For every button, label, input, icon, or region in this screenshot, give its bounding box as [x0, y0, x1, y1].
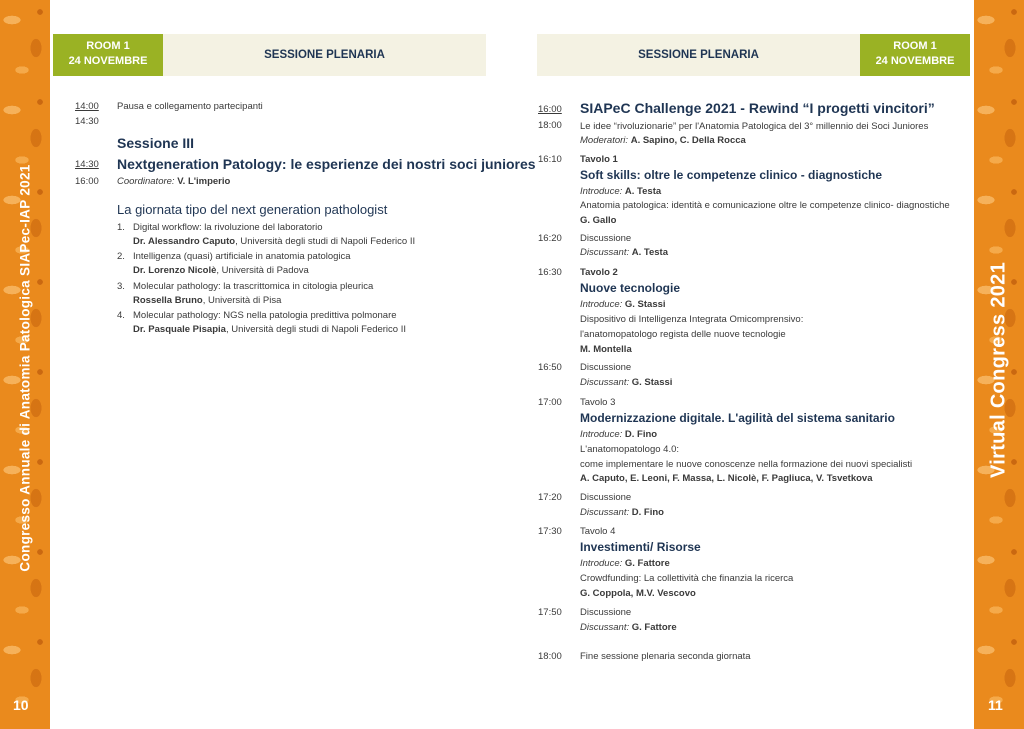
tavolo-title: Investimenti/ Risorse	[580, 540, 701, 554]
left-room-badge	[53, 34, 163, 76]
discussione-label: Discussione	[580, 607, 632, 618]
tavolo-label: Tavolo 3	[580, 397, 616, 408]
talk-speaker: Rossella Bruno, Università di Pisa	[133, 295, 282, 306]
tavolo-description: come implementare le nuove conoscenze nella formazione dei nuovi specialisti	[580, 459, 913, 470]
talk-speaker: Dr. Lorenzo Nicolè, Università di Padova	[133, 265, 309, 276]
time-label: 17:30	[538, 526, 562, 537]
time-start: 16:00	[538, 104, 562, 115]
giornata-subtitle: La giornata tipo del next generation pathologist	[117, 202, 388, 217]
session-title: Sessione III	[117, 135, 195, 151]
tavolo-label: Tavolo 4	[580, 526, 616, 537]
coordinator-name: V. L'imperio	[177, 176, 231, 187]
tavolo-label: Tavolo 2	[580, 267, 618, 278]
time-label: 16:50	[538, 362, 562, 373]
talk-item: 3. Molecular pathology: la trascrittomica in citologia pleurica	[117, 281, 374, 292]
time-label: 18:00	[538, 651, 562, 662]
right-congress-title: Virtual Congress 2021	[987, 261, 1010, 479]
time-label: 17:20	[538, 492, 562, 503]
challenge-title: SIAPeC Challenge 2021 - Rewind “I progetti vincitori”	[580, 100, 935, 116]
talk-speaker: Dr. Alessandro Caputo, Università degli studi di Napoli Federico II	[133, 236, 416, 247]
tavolo-description: Crowdfunding: La collettività che finanzia la ricerca	[580, 573, 794, 584]
time-label: 16:30	[538, 267, 562, 278]
challenge-description: Le idee “rivoluzionarie” per l'Anatomia Patologica del 3° millennio dei Soci Juniores	[580, 121, 929, 132]
discussant-line: Discussant: A. Testa	[580, 247, 669, 258]
coordinator-line	[117, 175, 230, 188]
right-room-badge	[860, 34, 970, 76]
talk-item: 2. Intelligenza (quasi) artificiale in anatomia patologica	[117, 251, 351, 262]
talk-speaker: Dr. Pasquale Pisapia, Università degli studi di Napoli Federico II	[133, 324, 406, 335]
fine-sessione-text: Fine sessione plenaria seconda giornata	[580, 651, 751, 662]
tavolo-label: Tavolo 1	[580, 154, 618, 165]
nextgen-title: Nextgeneration Patology: le esperienze dei nostri soci juniores	[117, 156, 536, 172]
room-label: ROOM 1	[893, 40, 937, 52]
tavolo-description: L'anatomopatologo 4.0:	[580, 444, 680, 455]
introduce-line: Introduce: G. Fattore	[580, 558, 670, 569]
tavolo-title: Modernizzazione digitale. L'agilità del sistema sanitario	[580, 411, 895, 425]
discussione-label: Discussione	[580, 233, 632, 244]
time-start: 14:00	[75, 101, 99, 112]
tavolo-description: Dispositivo di Intelligenza Integrata Omicomprensivo:	[580, 314, 804, 325]
tavolo-names: G. Gallo	[580, 215, 617, 226]
discussione-label: Discussione	[580, 492, 632, 503]
time-end: 16:00	[75, 176, 99, 187]
discussant-line: Discussant: D. Fino	[580, 507, 664, 518]
discussione-label: Discussione	[580, 362, 632, 373]
time-label: 17:50	[538, 607, 562, 618]
time-label: 16:20	[538, 233, 562, 244]
room-date: 24 NOVEMBRE	[68, 55, 148, 67]
coordinator-label: Coordinatore:	[117, 176, 175, 187]
left-congress-title: Congresso Annuale di Anatomia Patologica SIAPec-IAP 2021	[17, 164, 33, 572]
introduce-line: Introduce: G. Stassi	[580, 299, 666, 310]
talk-item: 4. Molecular pathology: NGS nella patologia predittiva polmonare	[117, 310, 397, 321]
tavolo-description: l'anatomopatologo regista delle nuove tecnologie	[580, 329, 786, 340]
discussant-line: Discussant: G. Fattore	[580, 622, 677, 633]
pausa-text: Pausa e collegamento partecipanti	[117, 101, 263, 112]
time-end: 14:30	[75, 116, 99, 127]
time-label: 16:10	[538, 154, 562, 165]
time-label: 17:00	[538, 397, 562, 408]
introduce-line: Introduce: D. Fino	[580, 429, 658, 440]
tavolo-title: Soft skills: oltre le competenze clinico - diagnostiche	[580, 168, 883, 182]
talk-item: 1. Digital workflow: la rivoluzione del laboratorio	[117, 222, 323, 233]
room-label: ROOM 1	[86, 40, 130, 52]
time-end: 18:00	[538, 120, 562, 131]
tavolo-names: G. Coppola, M.V. Vescovo	[580, 588, 696, 599]
tavolo-description: Anatomia patologica: identità e comunicazione oltre le competenze clinico- diagnostiche	[580, 200, 950, 211]
tavolo-title: Nuove tecnologie	[580, 281, 681, 295]
time-start: 14:30	[75, 159, 99, 170]
room-date: 24 NOVEMBRE	[875, 55, 955, 67]
introduce-line: Introduce: A. Testa	[580, 186, 662, 197]
right-session-header: SESSIONE PLENARIA	[537, 34, 860, 76]
right-page-number: 11	[988, 697, 1003, 713]
tavolo-names: A. Caputo, E. Leoni, F. Massa, L. Nicolè, F. Pagliuca, V. Tsvetkova	[580, 473, 873, 484]
tavolo-names: M. Montella	[580, 344, 632, 355]
left-page-number: 10	[13, 697, 29, 713]
left-session-header: SESSIONE PLENARIA	[163, 34, 486, 76]
discussant-line: Discussant: G. Stassi	[580, 377, 673, 388]
moderators-line: Moderatori: A. Sapino, C. Della Rocca	[580, 135, 746, 146]
